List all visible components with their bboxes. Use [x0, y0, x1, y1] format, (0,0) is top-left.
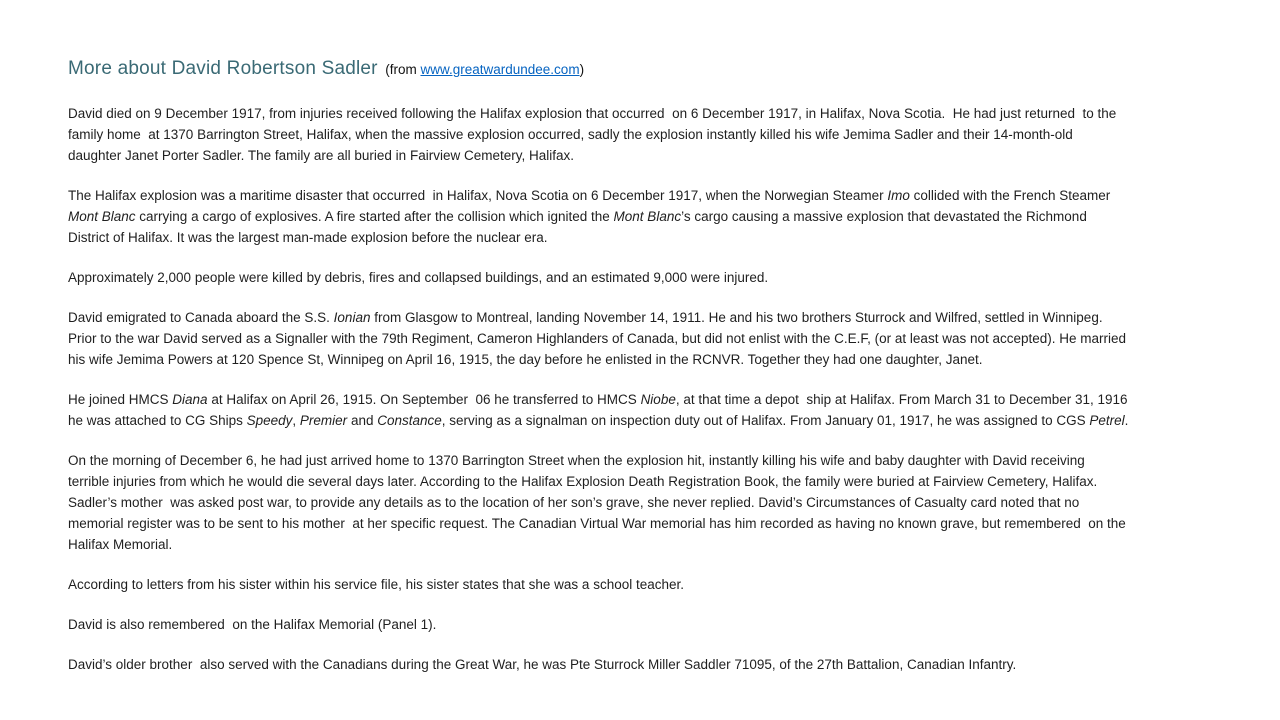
text-line: He joined HMCS Diana at Halifax on April 26, 1915. On September 06 he transferred to HMCS Niobe, at that time a depot ship at Halifax. From March 31 to December 31, 1916 [68, 392, 1128, 407]
text-line: memorial register was to be sent to his mother at her specific request. The Canadian Virtual War memorial has him recorded as having no known grave, but remembered on the [68, 516, 1126, 531]
heading-row [68, 58, 584, 80]
paragraph [68, 574, 1218, 595]
document-body [68, 103, 1218, 694]
paragraph [68, 614, 1218, 635]
text-line: Halifax Memorial. [68, 537, 173, 552]
text-line: Sadler’s mother was asked post war, to provide any details as to the location of her son’s grave, she never replied. David’s Circumstances of Casualty card noted that no [68, 495, 1080, 510]
text-line: District of Halifax. It was the largest man-made explosion before the nuclear era. [68, 230, 548, 245]
text-line: family home at 1370 Barrington Street, Halifax, when the massive explosion occurred, sadly the explosion instantly killed his wife Jemima Sadler and their 14-month-old [68, 127, 1073, 142]
paragraph [68, 307, 1218, 370]
source-link[interactable]: www.greatwardundee.com [420, 62, 580, 77]
text-line: The Halifax explosion was a maritime disaster that occurred in Halifax, Nova Scotia on 6 December 1917, when the Norwegian Steamer Imo collided with the French Steamer [68, 188, 1111, 203]
text-line: Prior to the war David served as a Signaller with the 79th Regiment, Cameron Highlanders of Canada, but did not enlist with the C.E.F, (or at least was not accepted). He married [68, 331, 1127, 346]
paragraph [68, 103, 1218, 166]
paragraph [68, 267, 1218, 288]
text-line: David is also remembered on the Halifax Memorial (Panel 1). [68, 617, 437, 632]
text-line: David died on 9 December 1917, from injuries received following the Halifax explosion that occurred on 6 December 1917, in Halifax, Nova Scotia. He had just returned to the [68, 106, 1117, 121]
text-line: terrible injuries from which he would die several days later. According to the Halifax Explosion Death Registration Book, the family were buried at Fairview Cemetery, Halifax. [68, 474, 1098, 489]
text-line: his wife Jemima Powers at 120 Spence St, Winnipeg on April 16, 1915, the day before he enlisted in the RCNVR. Together they had one daughter, Janet. [68, 352, 983, 367]
text-line: David emigrated to Canada aboard the S.S. Ionian from Glasgow to Montreal, landing November 14, 1911. He and his two brothers Sturrock and Wilfred, settled in Winnipeg. [68, 310, 1103, 325]
source-note-open: (from [385, 62, 421, 77]
text-line: Approximately 2,000 people were killed by debris, fires and collapsed buildings, and an estimated 9,000 were injured. [68, 270, 769, 285]
paragraph [68, 389, 1218, 431]
text-line: daughter Janet Porter Sadler. The family are all buried in Fairview Cemetery, Halifax. [68, 148, 574, 163]
text-line: According to letters from his sister within his service file, his sister states that she was a school teacher. [68, 577, 685, 592]
text-line: On the morning of December 6, he had just arrived home to 1370 Barrington Street when the explosion hit, instantly killing his wife and baby daughter with David receiving [68, 453, 1085, 468]
page-title: More about David Robertson Sadler [68, 58, 378, 79]
text-line: he was attached to CG Ships Speedy, Premier and Constance, serving as a signalman on inspection duty out of Halifax. From January 01, 1917, he was assigned to CGS Petrel. [68, 413, 1129, 428]
source-note-close: ) [579, 62, 585, 77]
paragraph [68, 450, 1218, 555]
paragraph [68, 654, 1218, 675]
text-line: Mont Blanc carrying a cargo of explosives. A fire started after the collision which ignited the Mont Blanc’s cargo causing a massive explosion that devastated the Richmond [68, 209, 1087, 224]
text-line: David’s older brother also served with the Canadians during the Great War, he was Pte Sturrock Miller Saddler 71095, of the 27th Battalion, Canadian Infantry. [68, 657, 1017, 672]
paragraph [68, 185, 1218, 248]
